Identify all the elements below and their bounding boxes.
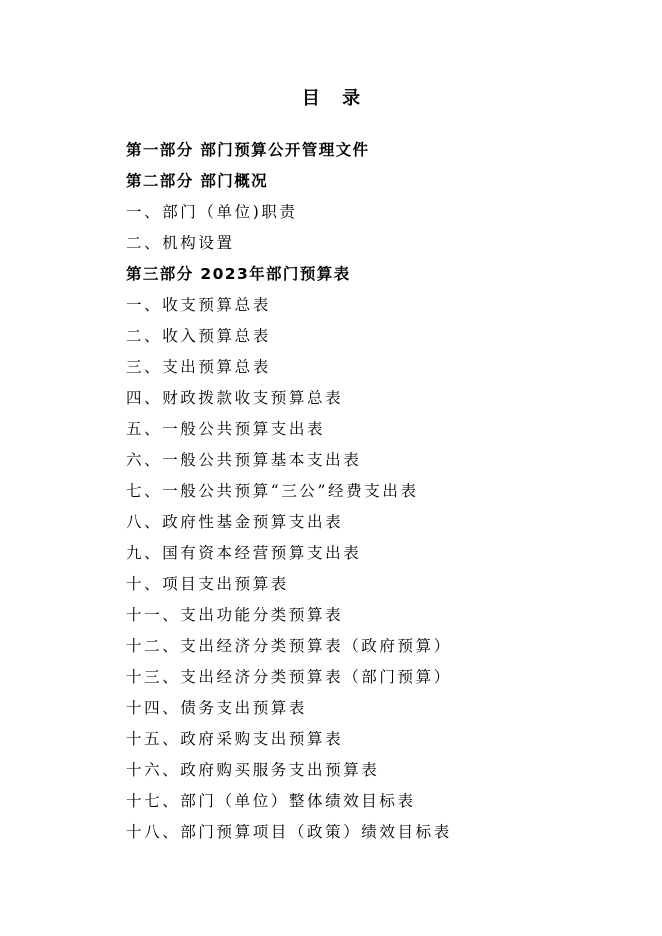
toc-entry: 八、政府性基金预算支出表: [126, 513, 344, 531]
toc-entry: 十一、支出功能分类预算表: [126, 606, 344, 624]
toc-entry: 三、支出预算总表: [126, 358, 271, 376]
toc-entry: 十八、部门预算项目（政策）绩效目标表: [126, 823, 452, 841]
page-title: 目 录: [301, 88, 369, 109]
toc-entry: 一、部门（单位)职责: [126, 203, 298, 221]
toc-entry: 二、收入预算总表: [126, 327, 271, 345]
toc-entry: 十二、支出经济分类预算表（政府预算）: [126, 637, 452, 655]
toc-entry: 六、一般公共预算基本支出表: [126, 451, 362, 469]
toc-entry: 第二部分 部门概况: [126, 172, 268, 190]
toc-entry: 十七、部门（单位）整体绩效目标表: [126, 792, 416, 810]
toc-entry: 四、财政拨款收支预算总表: [126, 389, 344, 407]
toc-entry: 十、项目支出预算表: [126, 575, 289, 593]
toc-entry: 九、国有资本经营预算支出表: [126, 544, 362, 562]
toc-entry: 十四、债务支出预算表: [126, 699, 308, 717]
toc-entry: 第三部分 2023年部门预算表: [126, 265, 351, 283]
toc-entry: 十五、政府采购支出预算表: [126, 730, 344, 748]
toc-entry: 第一部分 部门预算公开管理文件: [126, 141, 370, 159]
toc-entry: 五、一般公共预算支出表: [126, 420, 326, 438]
toc-entry: 一、收支预算总表: [126, 296, 271, 314]
table-of-contents: [126, 139, 606, 852]
toc-entry: 七、一般公共预算“三公”经费支出表: [126, 482, 419, 500]
toc-entry: 十六、政府购买服务支出预算表: [126, 761, 380, 779]
toc-entry: 二、机构设置: [126, 234, 235, 252]
toc-entry: 十三、支出经济分类预算表（部门预算）: [126, 668, 452, 686]
